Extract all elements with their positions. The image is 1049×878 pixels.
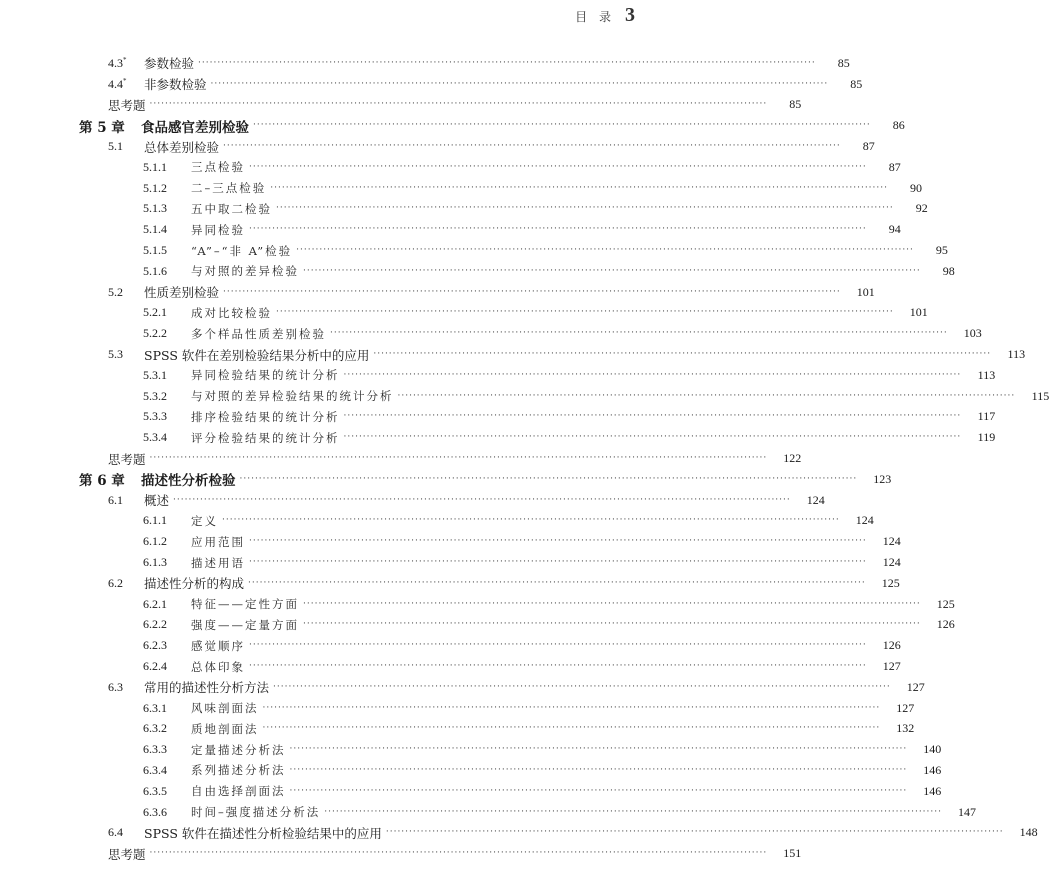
toc-chapter-entry[interactable] xyxy=(0,469,892,490)
toc-entry-page: 85 xyxy=(850,76,863,91)
toc-entry-number: 6.3.3 xyxy=(143,742,167,757)
toc-entry-title: 描述性分析的构成 xyxy=(144,576,245,592)
dot-leader: ································································································································································ xyxy=(276,203,894,214)
dot-leader: ································································································································································ xyxy=(303,265,921,276)
header-page-number: 3 xyxy=(625,4,635,26)
toc-entry-title: 参数检验 xyxy=(144,56,195,72)
toc-entry-title: 描述用语 xyxy=(191,555,245,570)
dot-leader: ································································································································································ xyxy=(249,161,867,172)
toc-subsection-entry[interactable] xyxy=(0,157,901,178)
toc-subsection-entry[interactable] xyxy=(0,635,901,656)
toc-entry-page: 125 xyxy=(936,596,955,611)
dot-leader: ································································································································································ xyxy=(149,99,768,110)
toc-entry-page: 92 xyxy=(915,201,928,216)
toc-entry-title: 系列描述分析法 xyxy=(191,763,286,778)
toc-entry-page: 126 xyxy=(936,617,955,632)
toc-subsection-entry[interactable] xyxy=(0,531,901,552)
toc-entry-title: 总体差别检验 xyxy=(144,139,220,155)
toc-subsection-entry[interactable] xyxy=(0,323,982,344)
toc-chapter-entry[interactable] xyxy=(0,115,905,136)
toc-entry-number: 6.2.3 xyxy=(143,638,167,653)
toc-entry-page: 126 xyxy=(882,638,901,653)
dot-leader: ································································································································································ xyxy=(289,744,908,755)
toc-subsection-entry[interactable] xyxy=(0,511,874,532)
toc-entry-title: 概述 xyxy=(144,493,170,509)
toc-entry-page: 125 xyxy=(881,575,900,590)
dot-leader: ································································································································································ xyxy=(289,785,908,796)
toc-entry-title: SPSS 软件在差别检验结果分析中的应用 xyxy=(144,347,370,363)
running-header xyxy=(575,4,635,27)
toc-section-entry[interactable] xyxy=(0,95,802,116)
toc-section-entry[interactable] xyxy=(0,677,925,698)
toc-entry-page: 122 xyxy=(783,451,802,466)
toc-entry-number: 6.1.2 xyxy=(143,534,167,549)
toc-entry-title: 定义 xyxy=(191,513,218,528)
toc-subsection-entry[interactable] xyxy=(0,656,901,677)
toc-entry-number: 5.3.3 xyxy=(143,409,167,424)
toc-entry-page: 151 xyxy=(783,846,802,861)
toc-entry-title: 风味剖面法 xyxy=(191,701,259,716)
toc-subsection-entry[interactable] xyxy=(0,781,942,802)
toc-entry-number: 5.1.3 xyxy=(143,201,167,216)
toc-section-entry[interactable] xyxy=(0,448,802,469)
toc-subsection-entry[interactable] xyxy=(0,719,915,740)
toc-entry-title: 二–三点检验 xyxy=(191,181,267,196)
dot-leader: ································································································································································ xyxy=(248,577,866,588)
toc-entry-title: 感觉顺序 xyxy=(191,638,245,653)
toc-entry-page: 124 xyxy=(806,492,825,507)
toc-entry-page: 146 xyxy=(923,783,942,798)
dot-leader: ································································································································································ xyxy=(343,411,962,422)
toc-subsection-entry[interactable] xyxy=(0,261,955,282)
toc-entry-page: 94 xyxy=(888,222,901,237)
toc-entry-page: 95 xyxy=(935,243,948,258)
toc-entry-page: 140 xyxy=(923,742,942,757)
dot-leader: ································································································································································ xyxy=(330,328,948,339)
dot-leader: ································································································································································ xyxy=(222,515,840,526)
toc-entry-page: 132 xyxy=(896,721,915,736)
toc-section-entry[interactable] xyxy=(0,282,875,303)
toc-entry-title: 常用的描述性分析方法 xyxy=(144,680,270,696)
toc-entry-number: 5.2 xyxy=(108,284,123,299)
toc-entry-number: 5.2.1 xyxy=(143,305,167,320)
toc-entry-number: 6.3.4 xyxy=(143,762,167,777)
toc-entry-title: SPSS 软件在描述性分析检验结果中的应用 xyxy=(144,825,382,841)
toc-section-entry[interactable] xyxy=(0,490,825,511)
toc-entry-title: 质地剖面法 xyxy=(191,721,259,736)
toc-entry-title: 异同检验结果的统计分析 xyxy=(191,368,340,383)
dot-leader: ································································································································································ xyxy=(149,453,768,464)
toc-entry-number: 5.3 xyxy=(108,347,123,362)
dot-leader: ································································································································································ xyxy=(324,806,942,817)
toc-entry-number: 6.1.1 xyxy=(143,513,167,528)
table-of-contents xyxy=(0,53,1049,864)
toc-entry-page: 101 xyxy=(856,284,875,299)
dot-leader: ································································································································································ xyxy=(270,182,888,193)
toc-section-entry[interactable] xyxy=(0,53,850,74)
toc-subsection-entry[interactable] xyxy=(0,615,955,636)
toc-entry-page: 127 xyxy=(882,659,901,673)
toc-subsection-entry[interactable] xyxy=(0,199,928,220)
dot-leader: ································································································································································ xyxy=(249,557,867,568)
toc-entry-page: 87 xyxy=(862,139,875,154)
toc-entry-title: 强度——定量方面 xyxy=(191,617,299,632)
dot-leader: ································································································································································ xyxy=(249,640,867,651)
toc-entry-title: “A”–“非 A”检验 xyxy=(191,243,293,258)
toc-entry-title: 成对比较检验 xyxy=(191,305,272,320)
dot-leader: ································································································································································ xyxy=(253,120,871,131)
toc-entry-page: 90 xyxy=(909,180,922,195)
dot-leader: ································································································································································ xyxy=(262,723,881,734)
toc-entry-number: 6.3.5 xyxy=(143,783,167,798)
toc-entry-page: 117 xyxy=(977,409,996,424)
toc-entry-page: 85 xyxy=(789,97,802,112)
toc-subsection-entry[interactable] xyxy=(0,802,976,823)
toc-entry-number: 6.3 xyxy=(108,679,123,694)
toc-entry-page: 85 xyxy=(837,55,850,70)
dot-leader: ································································································································································ xyxy=(276,307,894,318)
toc-entry-title: 非参数检验 xyxy=(144,77,207,93)
toc-subsection-entry[interactable] xyxy=(0,427,996,448)
toc-entry-title: 总体印象 xyxy=(191,659,245,674)
dot-leader: ································································································································································ xyxy=(273,681,891,692)
toc-entry-number: 6.3.6 xyxy=(143,804,167,819)
toc-subsection-entry[interactable] xyxy=(0,365,996,386)
toc-entry-number: 6.2.4 xyxy=(143,659,167,673)
toc-entry-page: 146 xyxy=(923,762,942,777)
toc-entry-number: 4.4* xyxy=(108,76,127,91)
toc-entry-number: 第 5 章 xyxy=(79,119,125,136)
toc-entry-number: 5.3.1 xyxy=(143,367,167,382)
toc-entry-number: 5.1.2 xyxy=(143,180,167,195)
toc-entry-title: 描述性分析检验 xyxy=(141,473,236,490)
dot-leader: ································································································································································ xyxy=(262,702,881,713)
toc-entry-title: 性质差别检验 xyxy=(144,285,220,301)
toc-subsection-entry[interactable] xyxy=(0,219,901,240)
toc-entry-title: 自由选择剖面法 xyxy=(191,784,286,799)
toc-section-entry[interactable] xyxy=(0,822,1038,843)
toc-entry-title: 与对照的差异检验 xyxy=(191,264,299,279)
toc-entry-page: 113 xyxy=(977,367,996,382)
toc-entry-title: 三点检验 xyxy=(191,160,245,175)
toc-entry-title: 异同检验 xyxy=(191,222,245,237)
toc-entry-number: 6.4 xyxy=(108,825,123,840)
toc-entry-number: 5.1.6 xyxy=(143,263,167,278)
toc-entry-number: 5.1.1 xyxy=(143,159,167,174)
toc-entry-title: 时间–强度描述分析法 xyxy=(191,805,321,820)
toc-entry-page: 124 xyxy=(882,555,901,570)
dot-leader: ································································································································································ xyxy=(343,432,962,443)
toc-section-entry[interactable] xyxy=(0,573,900,594)
toc-entry-number: 5.2.2 xyxy=(143,326,167,341)
toc-entry-number: 5.1 xyxy=(108,139,123,154)
toc-entry-number: 6.2.1 xyxy=(143,596,167,611)
toc-entry-number: 5.3.2 xyxy=(143,388,167,403)
toc-entry-title: 食品感官差别检验 xyxy=(141,119,249,136)
toc-entry-page: 119 xyxy=(977,430,996,445)
toc-entry-title: 与对照的差异检验结果的统计分析 xyxy=(191,389,394,404)
toc-entry-number: 5.3.4 xyxy=(143,430,167,445)
dot-leader: ································································································································································ xyxy=(210,78,829,89)
dot-leader: ································································································································································ xyxy=(173,494,791,505)
dot-leader: ································································································································································ xyxy=(249,536,867,547)
toc-subsection-entry[interactable] xyxy=(0,698,915,719)
toc-entry-page: 101 xyxy=(909,305,928,320)
toc-entry-number: 6.3.2 xyxy=(143,721,167,736)
dot-leader: ································································································································································ xyxy=(223,141,841,152)
dot-leader: ································································································································································ xyxy=(239,473,858,484)
dot-leader: ································································································································································ xyxy=(303,598,921,609)
toc-entry-page: 124 xyxy=(882,534,901,549)
dot-leader: ································································································································································ xyxy=(303,619,921,630)
toc-entry-page: 113 xyxy=(1007,347,1026,362)
toc-entry-page: 124 xyxy=(855,513,874,528)
toc-subsection-entry[interactable] xyxy=(0,594,955,615)
toc-entry-page: 123 xyxy=(873,471,892,486)
toc-entry-title: 思考题 xyxy=(108,451,146,467)
toc-entry-title: 思考题 xyxy=(108,846,146,862)
toc-entry-page: 87 xyxy=(888,159,901,174)
dot-leader: ································································································································································ xyxy=(198,57,816,68)
toc-entry-page: 148 xyxy=(1019,825,1038,840)
toc-entry-number: 6.2.2 xyxy=(143,617,167,632)
toc-entry-title: 特征——定性方面 xyxy=(191,597,299,612)
dot-leader: ································································································································································ xyxy=(296,245,914,256)
toc-entry-number: 6.3.1 xyxy=(143,700,167,715)
dot-leader: ································································································································································ xyxy=(373,349,992,360)
toc-subsection-entry[interactable] xyxy=(0,178,922,199)
toc-entry-number: 6.1.3 xyxy=(143,555,167,570)
toc-entry-title: 定量描述分析法 xyxy=(191,742,286,757)
toc-subsection-entry[interactable] xyxy=(0,552,901,573)
toc-entry-page: 98 xyxy=(942,263,955,278)
toc-section-entry[interactable] xyxy=(0,843,802,864)
toc-section-entry[interactable] xyxy=(0,74,863,95)
toc-entry-number: 6.1 xyxy=(108,492,123,507)
dot-leader: ································································································································································ xyxy=(289,764,908,775)
toc-entry-title: 五中取二检验 xyxy=(191,201,272,216)
toc-entry-page: 127 xyxy=(896,700,915,715)
toc-subsection-entry[interactable] xyxy=(0,386,1049,407)
toc-subsection-entry[interactable] xyxy=(0,240,948,261)
toc-entry-number: 4.3* xyxy=(108,55,127,70)
toc-entry-title: 评分检验结果的统计分析 xyxy=(191,430,340,445)
toc-entry-number: 6.2 xyxy=(108,575,123,590)
toc-subsection-entry[interactable] xyxy=(0,739,942,760)
dot-leader: ································································································································································ xyxy=(149,848,768,859)
toc-subsection-entry[interactable] xyxy=(0,407,996,428)
toc-subsection-entry[interactable] xyxy=(0,303,928,324)
toc-section-entry[interactable] xyxy=(0,136,875,157)
dot-leader: ································································································································································ xyxy=(223,286,841,297)
toc-entry-title: 思考题 xyxy=(108,97,146,113)
optional-mark: * xyxy=(123,55,127,64)
toc-entry-page: 103 xyxy=(963,326,982,341)
toc-entry-number: 5.1.5 xyxy=(143,243,167,258)
dot-leader: ································································································································································ xyxy=(249,661,867,671)
toc-section-entry[interactable] xyxy=(0,344,1026,365)
toc-entry-title: 排序检验结果的统计分析 xyxy=(191,409,340,424)
toc-entry-page: 147 xyxy=(957,804,976,819)
toc-entry-page: 86 xyxy=(892,118,905,133)
dot-leader: ································································································································································ xyxy=(385,827,1004,838)
optional-mark: * xyxy=(123,76,127,85)
dot-leader: ································································································································································ xyxy=(249,224,867,235)
toc-entry-page: 115 xyxy=(1031,388,1049,403)
toc-entry-title: 应用范围 xyxy=(191,534,245,549)
toc-entry-number: 第 6 章 xyxy=(79,473,125,490)
dot-leader: ································································································································································ xyxy=(343,369,962,380)
toc-entry-number: 5.1.4 xyxy=(143,222,167,237)
toc-entry-page: 127 xyxy=(906,679,925,694)
toc-entry-title: 多个样品性质差别检验 xyxy=(191,326,326,341)
header-title: 目 录 xyxy=(575,10,615,24)
toc-subsection-entry[interactable] xyxy=(0,760,942,781)
dot-leader: ································································································································································ xyxy=(397,390,1016,401)
